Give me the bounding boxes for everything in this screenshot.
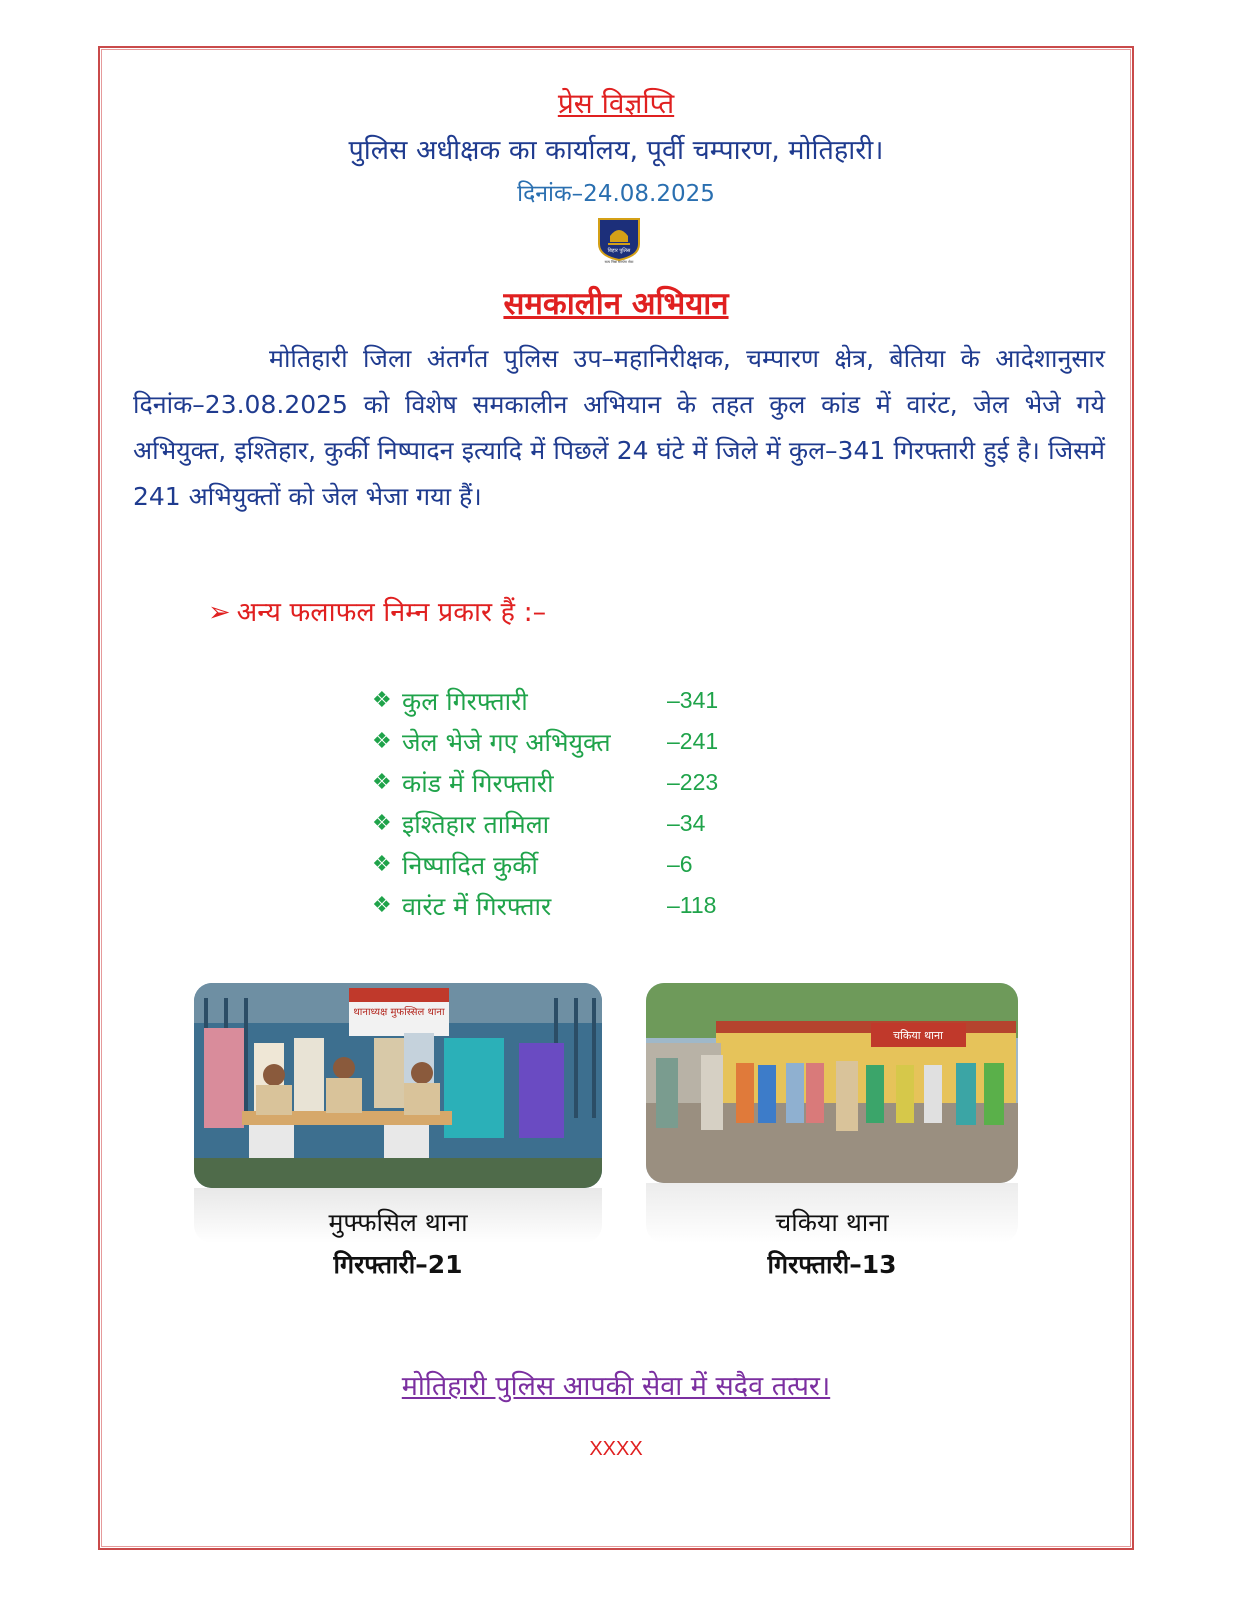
date-line: दिनांक–24.08.2025 bbox=[517, 181, 715, 207]
diamond-bullet-icon: ❖ bbox=[372, 811, 392, 836]
diamond-bullet-icon: ❖ bbox=[372, 893, 392, 918]
results-heading bbox=[208, 592, 546, 629]
svg-text:सत्य निष्ठा समर्पण सेवा: सत्य निष्ठा समर्पण सेवा bbox=[604, 260, 634, 264]
diamond-bullet-icon: ❖ bbox=[372, 729, 392, 754]
stat-label: कुल गिरफ्तारी bbox=[402, 686, 528, 716]
stat-label: वारंट में गिरफ्तार bbox=[402, 891, 552, 921]
body-paragraph: मोतिहारी जिला अंतर्गत पुलिस उप–महानिरीक्षक, चम्पारण क्षेत्र, बेतिया के आदेशानुसार दिनांक–23.08.2025 को विशेष समकालीन अभियान के तहत कुल कांड में वारंट, जेल भेजे गये अभियुक्त, इश्तिहार, कुर्की निष्पादन इत्यादि में पिछलें 24 घंटे में जिले में कुल–341 गिरफ्तारी हुई है। जिसमें 241 अभियुक्तों को जेल भेजा गया हैं। bbox=[133, 344, 1105, 511]
stats-list bbox=[372, 680, 718, 926]
bihar-police-emblem-icon bbox=[596, 216, 642, 264]
station-banner: थानाध्यक्ष मुफस्सिल थाना bbox=[353, 1007, 445, 1018]
stat-value: –118 bbox=[667, 892, 717, 918]
svg-text:बिहार पुलिस: बिहार पुलिस bbox=[607, 248, 631, 254]
stat-value: –223 bbox=[667, 769, 719, 795]
stat-label: इश्तिहार तामिला bbox=[402, 809, 550, 839]
office-line: पुलिस अधीक्षक का कार्यालय, पूर्वी चम्पारण, मोतिहारी। bbox=[348, 135, 884, 166]
mufassil-thana-photo bbox=[194, 983, 602, 1188]
mufassil-caption bbox=[194, 1205, 602, 1281]
list-item bbox=[372, 721, 718, 762]
chakia-thana-photo bbox=[646, 983, 1018, 1183]
stat-value: –341 bbox=[667, 687, 719, 713]
results-heading-text: अन्य फलाफल निम्न प्रकार हैं :– bbox=[236, 597, 547, 628]
diamond-bullet-icon: ❖ bbox=[372, 688, 392, 713]
stat-value: –241 bbox=[667, 728, 719, 754]
diamond-bullet-icon: ❖ bbox=[372, 852, 392, 877]
list-item bbox=[372, 762, 718, 803]
station-banner: चकिया थाना bbox=[893, 1029, 943, 1042]
end-mark: XXXX bbox=[589, 1438, 643, 1460]
list-item bbox=[372, 844, 718, 885]
station-name: मुफ्फसिल थाना bbox=[328, 1208, 468, 1237]
stat-label: कांड में गिरफ्तारी bbox=[402, 768, 554, 798]
stat-value: –34 bbox=[667, 810, 706, 836]
stat-label: जेल भेजे गए अभियुक्त bbox=[402, 727, 611, 757]
list-item bbox=[372, 803, 718, 844]
arrow-bullet-icon: ➢ bbox=[208, 597, 231, 628]
arrest-count: गिरफ्तारी–21 bbox=[333, 1250, 463, 1279]
diamond-bullet-icon: ❖ bbox=[372, 770, 392, 795]
arrest-count: गिरफ्तारी–13 bbox=[767, 1250, 897, 1279]
list-item bbox=[372, 680, 718, 721]
stat-label: निष्पादित कुर्की bbox=[402, 850, 538, 880]
chakia-caption bbox=[646, 1205, 1018, 1281]
footer-slogan: मोतिहारी पुलिस आपकी सेवा में सदैव तत्पर। bbox=[401, 1371, 831, 1402]
campaign-heading: समकालीन अभियान bbox=[503, 286, 729, 322]
press-release-title: प्रेस विज्ञप्ति bbox=[557, 87, 675, 120]
station-name: चकिया थाना bbox=[775, 1208, 889, 1237]
stat-value: –6 bbox=[667, 851, 693, 877]
list-item bbox=[372, 885, 718, 926]
